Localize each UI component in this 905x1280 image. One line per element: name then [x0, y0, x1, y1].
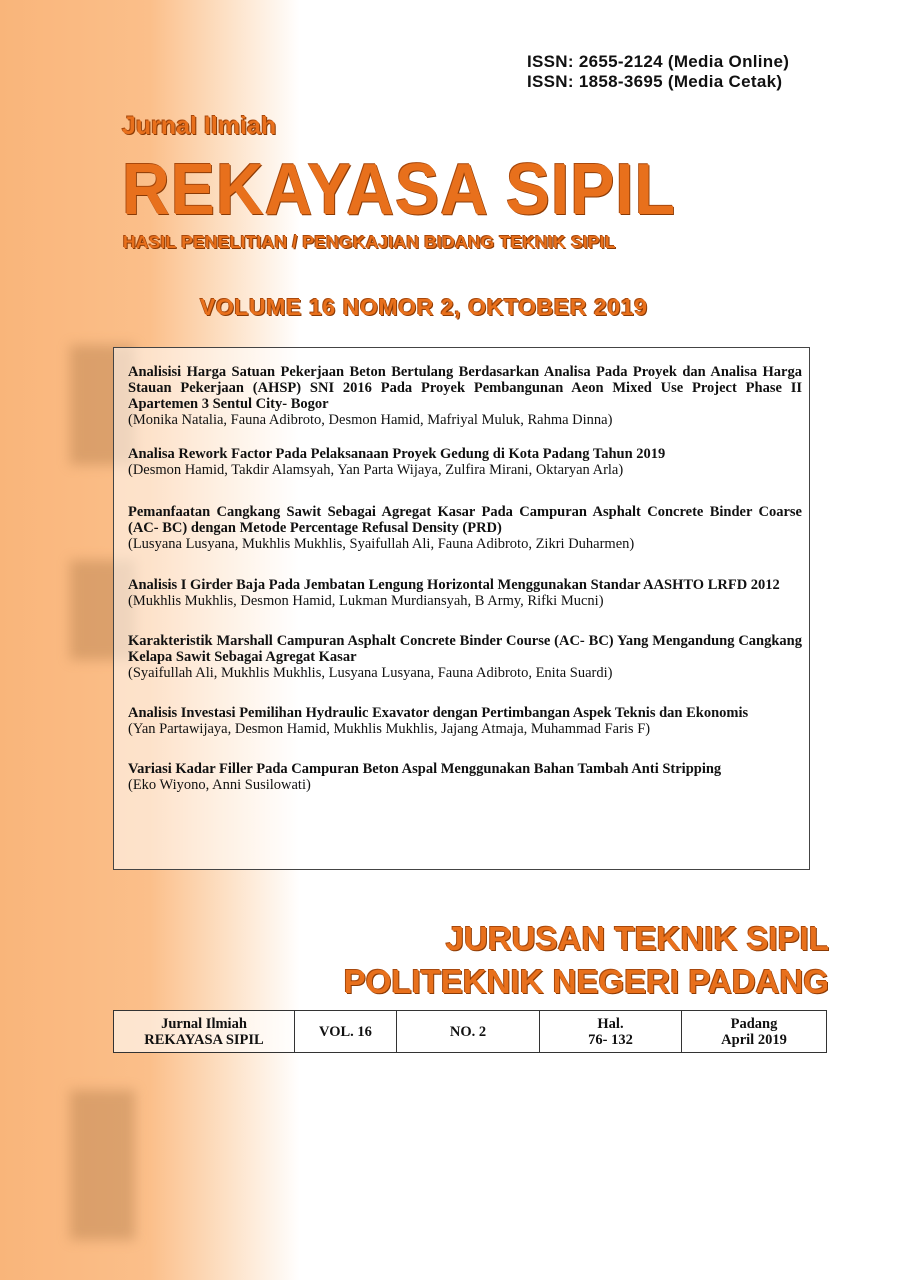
- article-title: Analisis Investasi Pemilihan Hydraulic Exavator dengan Pertimbangan Aspek Teknis dan Ekonomis: [128, 705, 749, 721]
- article-authors: (Mukhlis Mukhlis, Desmon Hamid, Lukman Murdiansyah, B Army, Rifki Mucni): [128, 593, 604, 609]
- article-title: Pemanfaatan Cangkang Sawit Sebagai Agregat Kasar Pada Campuran Asphalt Concrete Binder Coarse (AC- BC) dengan Metode Percentage Refusal Density (PRD): [128, 504, 802, 536]
- cell-city: Padang: [730, 1015, 778, 1032]
- article-item: [128, 761, 802, 793]
- article-title: Analisis I Girder Baja Pada Jembatan Lengung Horizontal Menggunakan Standar AASHTO LRFD 2012: [128, 577, 780, 593]
- journal-title: REKAYASA SIPIL: [122, 150, 677, 230]
- article-authors: (Monika Natalia, Fauna Adibroto, Desmon Hamid, Mafriyal Muluk, Rahma Dinna): [128, 412, 613, 428]
- article-item: [128, 633, 802, 681]
- article-title: Variasi Kadar Filler Pada Campuran Beton Aspal Menggunakan Bahan Tambah Anti Stripping: [128, 761, 722, 777]
- cell-volume: VOL. 16: [295, 1011, 397, 1053]
- journal-kicker: Jurnal Ilmiah: [122, 112, 277, 140]
- cell-journal-line1: Jurnal Ilmiah: [161, 1015, 247, 1032]
- cell-pages-range: 76- 132: [588, 1031, 633, 1048]
- article-title: Analisa Rework Factor Pada Pelaksanaan Proyek Gedung di Kota Padang Tahun 2019: [128, 446, 666, 462]
- article-item: [128, 577, 802, 609]
- publisher-institution: POLITEKNIK NEGERI PADANG: [343, 963, 829, 1000]
- article-title: Analisisi Harga Satuan Pekerjaan Beton Bertulang Berdasarkan Analisa Pada Proyek dan Analisa Harga Stauan Pekerjaan (AHSP) SNI 2016 Pada Proyek Pembangunan Aeon Mixed Use Project Phase II Apartemen 3 Sentul City- Bogor: [128, 364, 802, 412]
- publisher-department: JURUSAN TEKNIK SIPIL: [445, 920, 829, 957]
- article-authors: (Lusyana Lusyana, Mukhlis Mukhlis, Syaifullah Ali, Fauna Adibroto, Zikri Duharmen): [128, 536, 635, 552]
- article-item: [128, 446, 802, 478]
- cell-place-date: [682, 1011, 827, 1053]
- journal-subtitle: HASIL PENELITIAN / PENGKAJIAN BIDANG TEKNIK SIPIL: [123, 232, 616, 252]
- cell-journal: [114, 1011, 295, 1053]
- cell-pages: [540, 1011, 682, 1053]
- table-of-contents: [113, 347, 810, 870]
- spine-smear: [70, 1090, 135, 1240]
- article-item: [128, 504, 802, 552]
- cell-journal-line2: REKAYASA SIPIL: [144, 1031, 264, 1048]
- article-title: Karakteristik Marshall Campuran Asphalt Concrete Binder Course (AC- BC) Yang Mengandung Cangkang Kelapa Sawit Sebagai Agregat Kasar: [128, 633, 802, 665]
- issn-online: ISSN: 2655-2124 (Media Online): [527, 52, 790, 71]
- issn-block: [527, 52, 789, 92]
- cell-date: April 2019: [721, 1031, 787, 1048]
- issn-print: ISSN: 1858-3695 (Media Cetak): [527, 72, 783, 91]
- article-authors: (Syaifullah Ali, Mukhlis Mukhlis, Lusyana Lusyana, Fauna Adibroto, Enita Suardi): [128, 665, 613, 681]
- article-authors: (Eko Wiyono, Anni Susilowati): [128, 777, 311, 793]
- cell-number: NO. 2: [397, 1011, 540, 1053]
- toc-list: [128, 364, 802, 811]
- issue-volume: VOLUME 16 NOMOR 2, OKTOBER 2019: [200, 294, 648, 320]
- issue-info-table: [113, 1010, 827, 1053]
- article-authors: (Yan Partawijaya, Desmon Hamid, Mukhlis Mukhlis, Jajang Atmaja, Muhammad Faris F): [128, 721, 651, 737]
- article-item: [128, 364, 802, 428]
- article-authors: (Desmon Hamid, Takdir Alamsyah, Yan Parta Wijaya, Zulfira Mirani, Oktaryan Arla): [128, 462, 624, 478]
- cell-pages-label: Hal.: [597, 1015, 624, 1032]
- article-item: [128, 705, 802, 737]
